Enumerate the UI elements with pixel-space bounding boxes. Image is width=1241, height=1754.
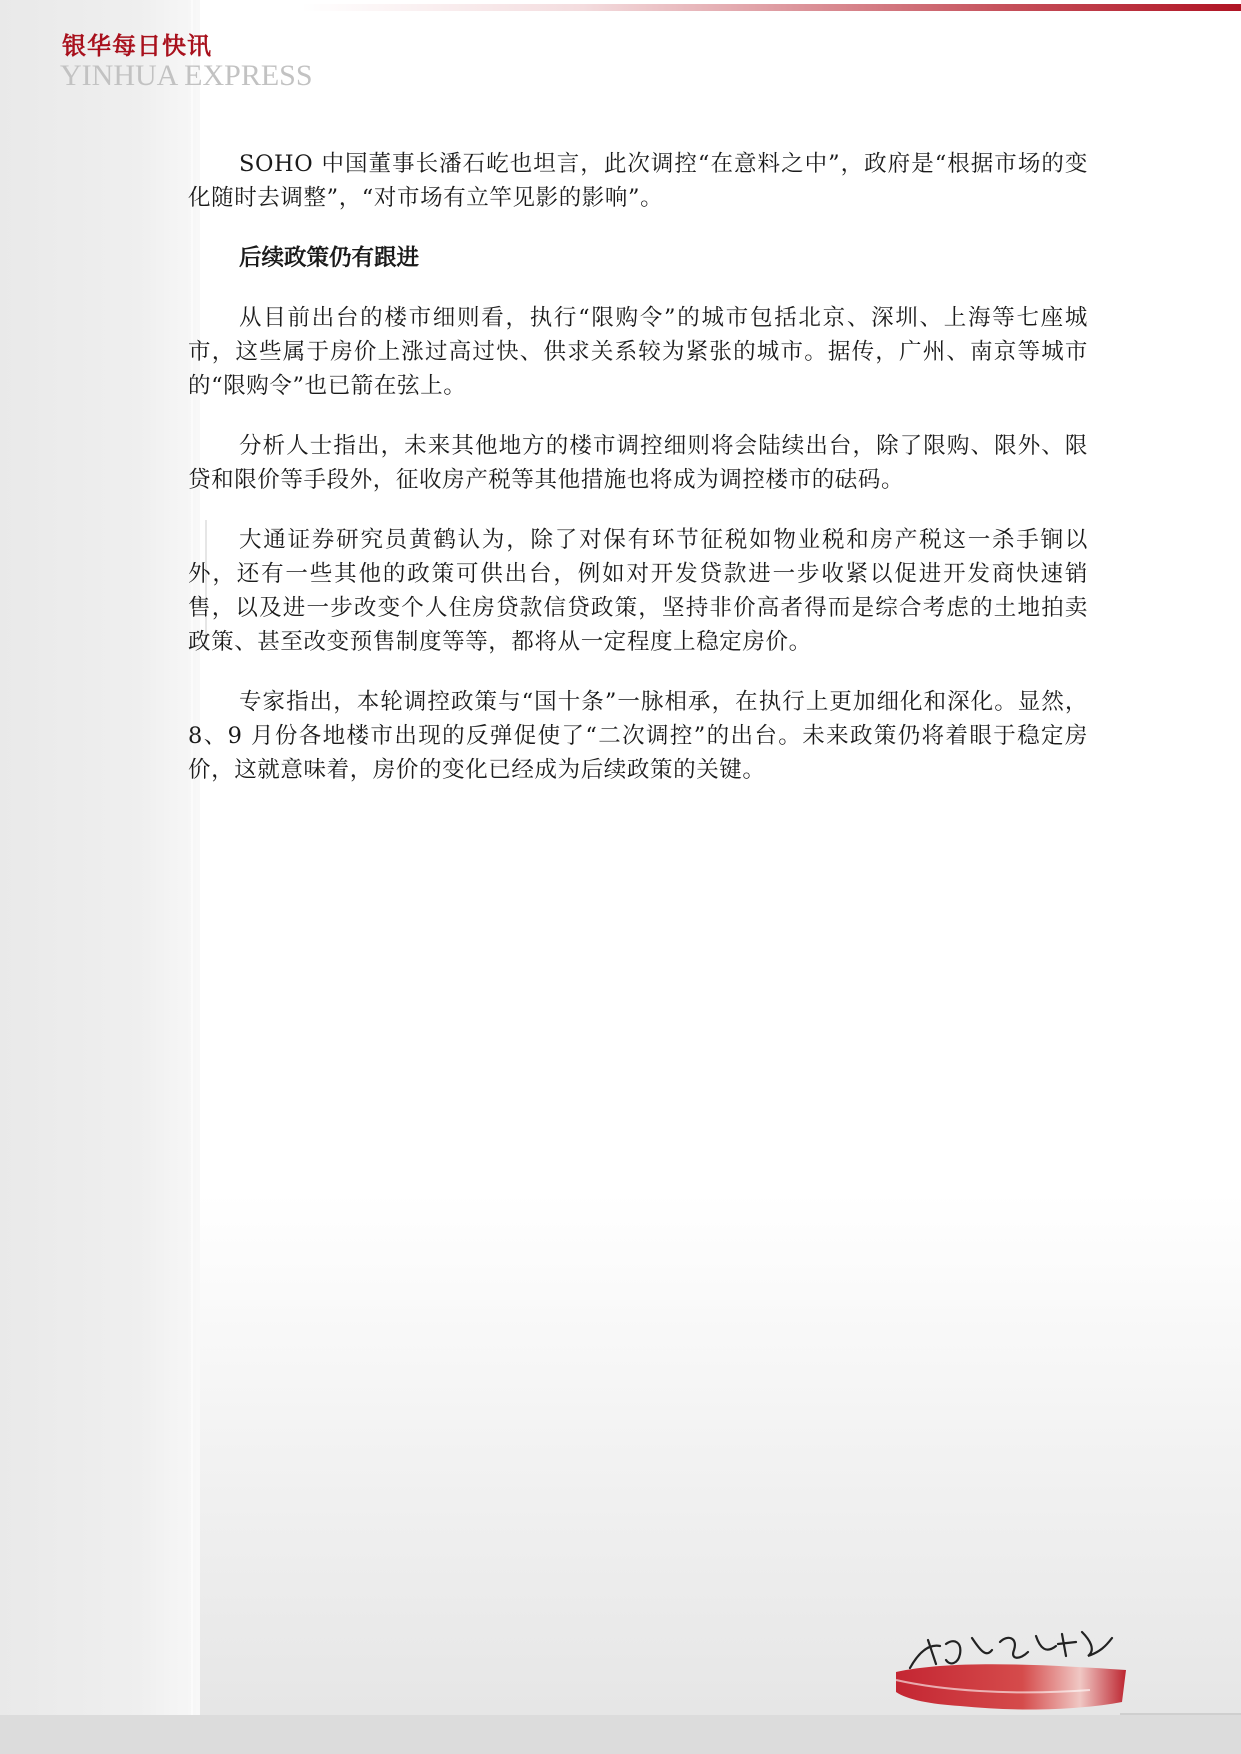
article-paragraph: 分析人士指出，未来其他地方的楼市调控细则将会陆续出台，除了限购、限外、限贷和限价等手段外，征收房产税等其他措施也将成为调控楼市的砝码。 (188, 433, 1088, 493)
brand-name-en: YINHUA EXPRESS (60, 59, 313, 92)
article-paragraph: 大通证券研究员黄鹤认为，除了对保有环节征税如物业税和房产税这一杀手锏以外，还有一些其他的政策可供出台，例如对开发贷款进一步收紧以促进开发商快速销售，以及进一步改变个人住房贷款信贷政策，坚持非价高者得而是综合考虑的土地拍卖政策、甚至改变预售制度等等，都将从一定程度上稳定房价。 (188, 527, 1088, 655)
article-paragraph: 专家指出，本轮调控政策与“国十条”一脉相承，在执行上更加细化和深化。显然，8、9 月份各地楼市出现的反弹促使了“二次调控”的出台。未来政策仍将着眼于稳定房价，这就意味着，房价的变化已经成为后续政策的关键。 (188, 689, 1088, 783)
brand-name-cn: 银华每日快讯 (62, 31, 212, 60)
left-stripe (181, 0, 188, 1754)
left-decorative-band (0, 0, 200, 1754)
article-body (188, 147, 1088, 813)
article-paragraph: 从目前出台的楼市细则看，执行“限购令”的城市包括北京、深圳、上海等七座城市，这些属于房价上涨过高过快、供求关系较为紧张的城市。据传，广州、南京等城市的“限购令”也已箭在弦上。 (188, 305, 1088, 399)
top-accent-bar (300, 4, 1241, 11)
section-heading: 后续政策仍有跟进 (239, 245, 420, 271)
article-paragraph: SOHO 中国董事长潘石屹也坦言，此次调控“在意料之中”，政府是“根据市场的变化随时去调整”，“对市场有立竿见影的影响”。 (188, 151, 1088, 211)
slogan-logo (890, 1620, 1130, 1730)
slogan-ribbon-icon (890, 1620, 1130, 1730)
